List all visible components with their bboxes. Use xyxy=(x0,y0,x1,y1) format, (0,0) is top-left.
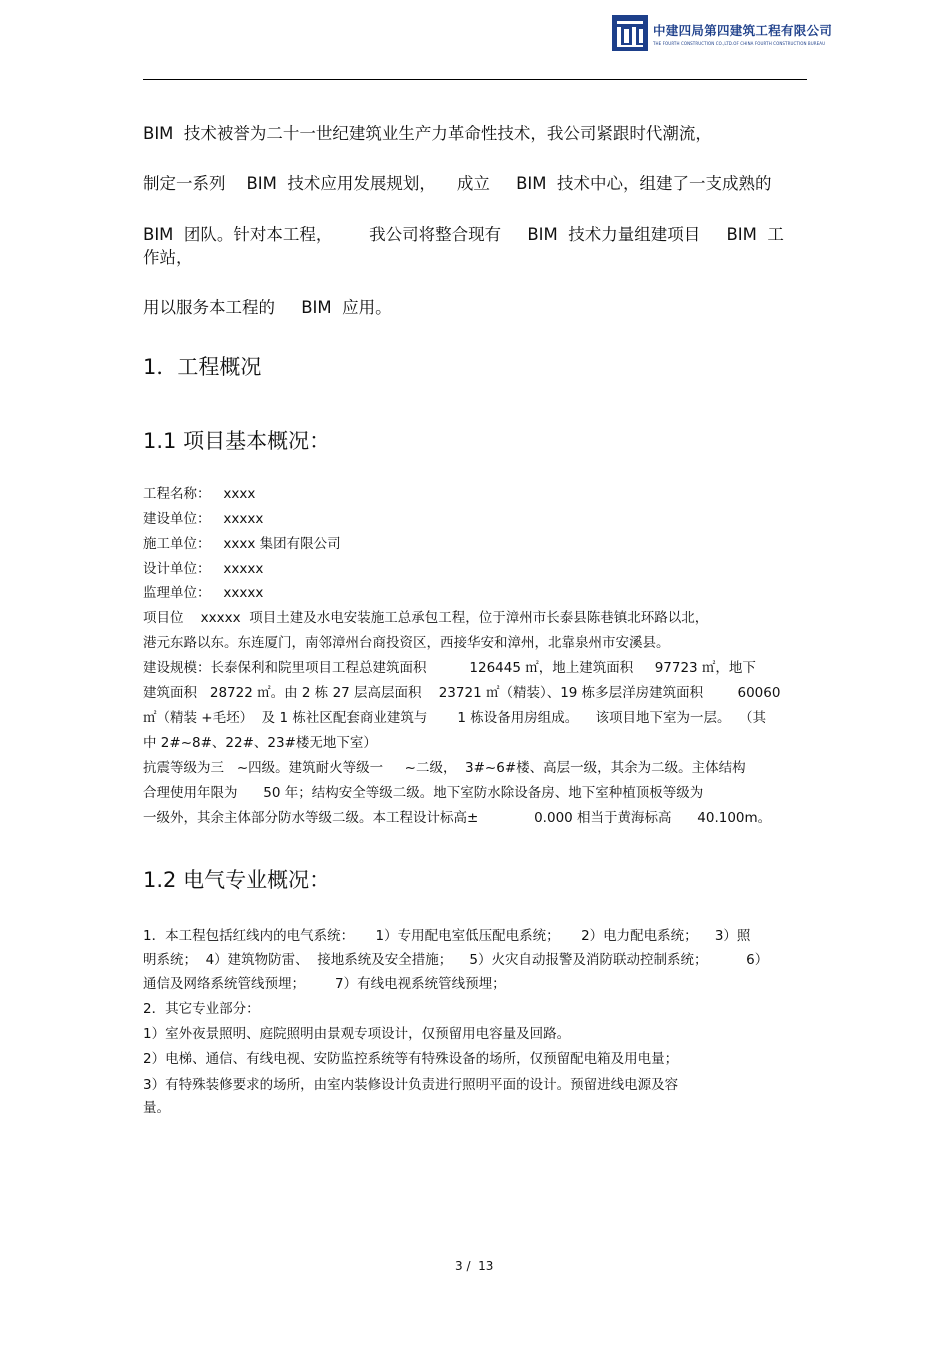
intro-line-2: 制定一系列 BIM 技术应用发展规划， 成立 BIM 技术中心，组建了一支成熟的 xyxy=(143,174,772,193)
basic-line-5: 监理单位： xxxxx xyxy=(143,585,264,601)
company-name-cn: 中建四局第四建筑工程有限公司 xyxy=(653,22,833,38)
intro-line-4: 作站， xyxy=(143,248,193,267)
basic-line-13: 合理使用年限为 50 年；结构安全等级二级。地下室防水除设备房、地下室种植顶板等级为 xyxy=(143,785,704,801)
basic-line-9: 建筑面积 28722 ㎡。由 2 栋 27 层高层面积 23721 ㎡（精装）、19 栋多层洋房建筑面积 60060 xyxy=(143,685,781,701)
basic-line-7: 港元东路以东。东连厦门，南邻漳州台商投资区，西接华安和漳州，北靠泉州市安溪县。 xyxy=(143,635,670,651)
electrical-line-5: 1）室外夜景照明、庭院照明由景观专项设计，仅预留用电容量及回路。 xyxy=(143,1026,571,1042)
electrical-line-1: 1．本工程包括红线内的电气系统： 1）专用配电室低压配电系统； 2）电力配电系统； 3）照 xyxy=(143,928,751,944)
electrical-line-4: 2．其它专业部分： xyxy=(143,1001,260,1017)
company-name-en: THE FOURTH CONSTRUCTION CO.,LTD.OF CHINA FOURTH CONSTRUCTION BUREAU xyxy=(653,40,826,46)
basic-line-1: 工程名称： xxxx xyxy=(143,486,256,502)
basic-line-10: ㎡（精装 +毛坯） 及 1 栋社区配套商业建筑与 1 栋设备用房组成。 该项目地下室为一层。 （其 xyxy=(143,710,767,726)
section-1-1-title: 1.1 项目基本概况： xyxy=(143,429,331,453)
electrical-line-3: 通信及网络系统管线预埋； 7）有线电视系统管线预埋； xyxy=(143,976,506,992)
electrical-line-8: 量。 xyxy=(143,1100,170,1116)
company-logo xyxy=(612,12,840,54)
basic-line-3: 施工单位： xxxx 集团有限公司 xyxy=(143,536,341,552)
intro-line-3: BIM 团队。针对本工程， 我公司将整合现有 BIM 技术力量组建项目 BIM 工 xyxy=(143,225,784,244)
basic-line-4: 设计单位： xxxxx xyxy=(143,561,264,577)
electrical-line-7: 3）有特殊装修要求的场所，由室内装修设计负责进行照明平面的设计。预留进线电源及容 xyxy=(143,1077,679,1093)
header-rule xyxy=(143,79,807,80)
basic-line-8: 建设规模：长泰保利和院里项目工程总建筑面积 126445 ㎡，地上建筑面积 97723 ㎡，地下 xyxy=(143,660,756,676)
basic-line-14: 一级外，其余主体部分防水等级二级。本工程设计标高± 0.000 相当于黄海标高 40.100m。 xyxy=(143,810,772,826)
basic-line-6: 项目位 xxxxx 项目土建及水电安装施工总承包工程，位于漳州市长泰县陈巷镇北环路以北， xyxy=(143,610,709,626)
intro-line-1: BIM 技术被誉为二十一世纪建筑业生产力革命性技术，我公司紧跟时代潮流， xyxy=(143,124,712,143)
basic-line-2: 建设单位： xxxxx xyxy=(143,511,264,527)
cscec-logo-icon xyxy=(612,15,648,51)
page-number: 3 / 13 xyxy=(455,1259,494,1273)
electrical-line-6: 2）电梯、通信、有线电视、安防监控系统等有特殊设备的场所，仅预留配电箱及用电量； xyxy=(143,1051,679,1067)
section-1-2-title: 1.2 电气专业概况： xyxy=(143,868,331,892)
basic-line-12: 抗震等级为三 ~四级。建筑耐火等级一 ~二级， 3#~6#楼、高层一级，其余为二级。主体结构 xyxy=(143,760,746,776)
section-1-title: 1．工程概况 xyxy=(143,355,262,379)
intro-line-5: 用以服务本工程的 BIM 应用。 xyxy=(143,298,392,317)
basic-line-11: 中 2#~8#、22#、23#楼无地下室） xyxy=(143,735,377,751)
electrical-line-2: 明系统； 4）建筑物防雷、 接地系统及安全措施； 5）火灾自动报警及消防联动控制系统； 6） xyxy=(143,952,769,968)
